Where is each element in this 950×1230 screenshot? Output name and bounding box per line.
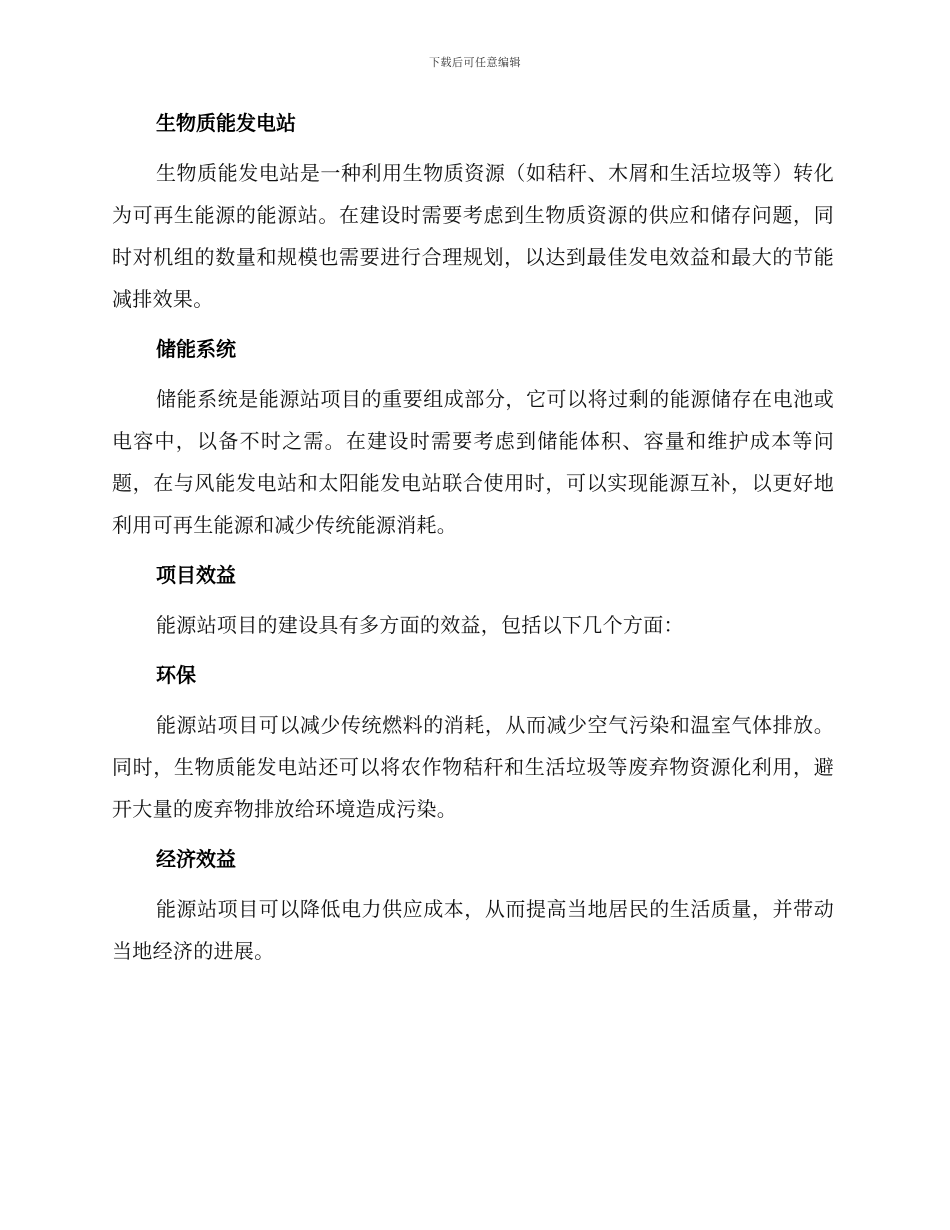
section-paragraph: 能源站项目的建设具有多方面的效益，包括以下几个方面： [156,613,684,637]
section-heading: 经济效益 [156,847,236,871]
section-paragraph: 能源站项目可以降低电力供应成本，从而提高当地居民的生活质量，并带动当地经济的进展。 [112,897,834,963]
section-biomass-power [112,108,834,320]
document-body [112,108,834,986]
section-paragraph: 能源站项目可以减少传统燃料的消耗，从而减少空气污染和温室气体排放。同时，生物质能发电站还可以将农作物秸秆和生活垃圾等废弃物资源化利用，避开大量的废弃物排放给环境造成污染。 [112,713,834,821]
page-header: 下载后可任意编辑 [429,56,521,69]
section-project-benefits [112,560,834,646]
section-heading: 环保 [156,663,196,687]
section-heading: 项目效益 [156,563,236,587]
section-paragraph: 储能系统是能源站项目的重要组成部分，它可以将过剩的能源储存在电池或电容中，以备不时之需。在建设时需要考虑到储能体积、容量和维护成本等问题，在与风能发电站和太阳能发电站联合使用时，可以实现能源互补，以更好地利用可再生能源和减少传统能源消耗。 [112,387,834,537]
section-environmental [112,660,834,830]
section-economic-benefits [112,844,834,972]
section-heading: 生物质能发电站 [156,111,296,135]
section-paragraph: 生物质能发电站是一种利用生物质资源（如秸秆、木屑和生活垃圾等）转化为可再生能源的能源站。在建设时需要考虑到生物质资源的供应和储存问题，同时对机组的数量和规模也需要进行合理规划，以达到最佳发电效益和最大的节能减排效果。 [112,161,834,311]
section-heading: 储能系统 [156,337,236,361]
section-energy-storage [112,334,834,546]
